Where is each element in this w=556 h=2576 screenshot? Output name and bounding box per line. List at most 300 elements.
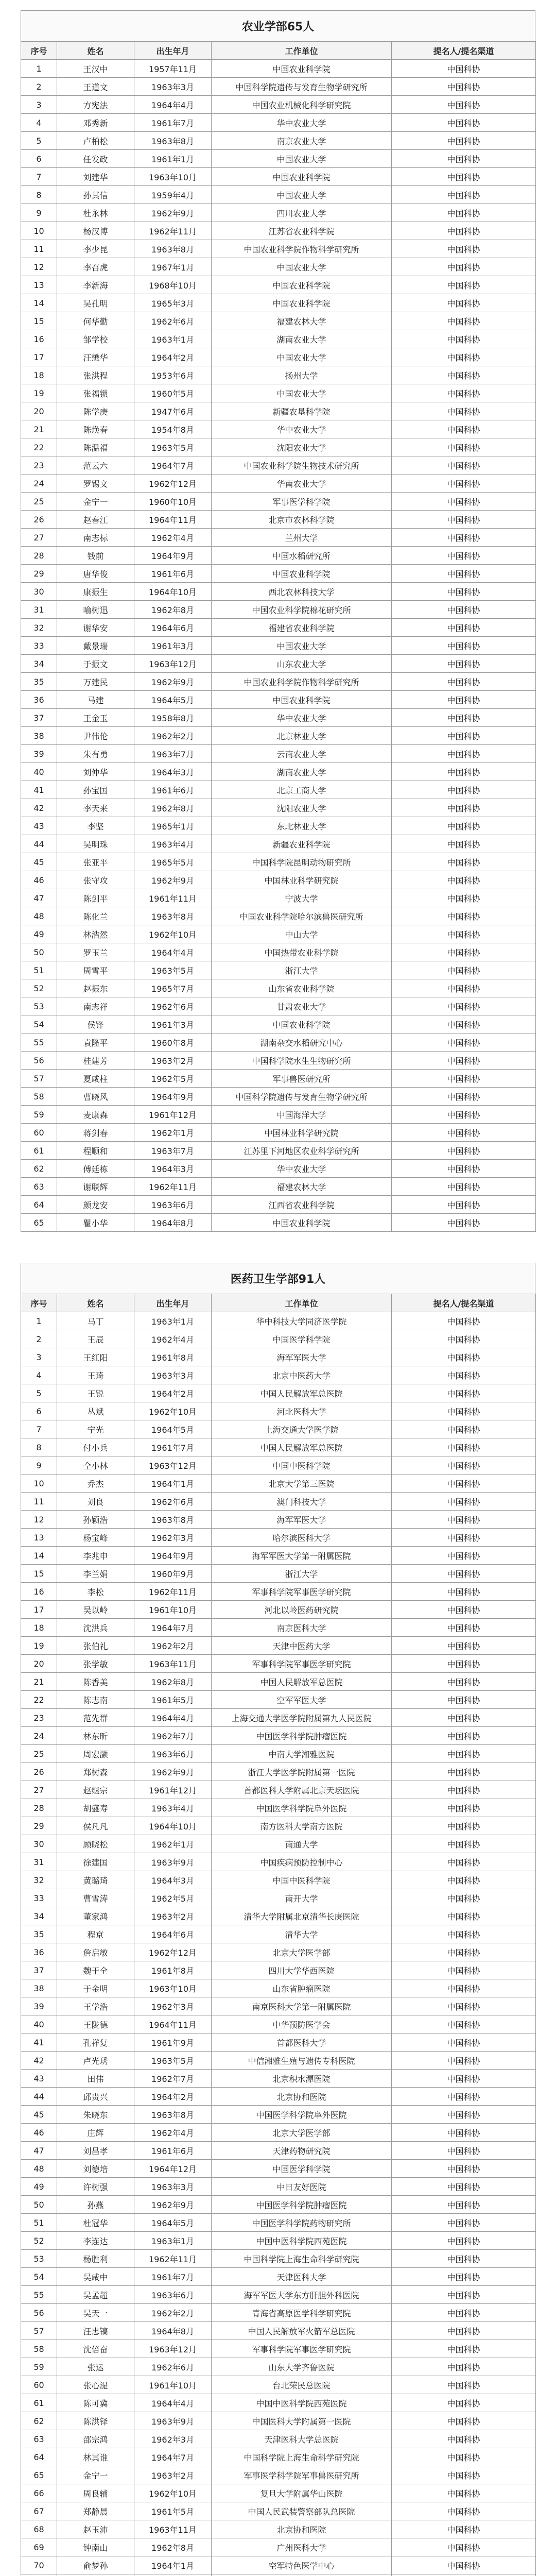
cell-nominator: 中国科协	[392, 817, 536, 835]
cell-unit: 湖南农业大学	[212, 763, 392, 781]
table-row	[21, 1142, 536, 1160]
table-row	[21, 1763, 536, 1781]
cell-unit: 哈尔滨医科大学	[212, 1529, 392, 1547]
cell-unit: 北京协和医院	[212, 2520, 392, 2538]
cell-no: 39	[21, 1997, 57, 2015]
cell-nominator: 中国科协	[392, 438, 536, 456]
cell-nominator: 中国科协	[392, 348, 536, 366]
cell-nominator: 中国科协	[392, 1547, 536, 1565]
cell-nominator: 中国科协	[392, 529, 536, 547]
cell-no: 38	[21, 727, 57, 745]
table-row	[21, 2304, 536, 2322]
cell-no: 60	[21, 2376, 57, 2394]
cell-name: 罗锡文	[57, 474, 134, 493]
cell-nominator: 中国科协	[392, 1619, 536, 1637]
cell-nominator: 中国科协	[392, 1997, 536, 2015]
cell-nominator: 中国科协	[392, 1178, 536, 1196]
cell-birth: 1964年1月	[134, 1475, 212, 1493]
cell-nominator: 中国科协	[392, 1907, 536, 1925]
cell-no: 67	[21, 2502, 57, 2520]
cell-no: 1	[21, 1312, 57, 1330]
cell-no: 70	[21, 2556, 57, 2574]
cell-name: 吴孔明	[57, 294, 134, 312]
cell-name: 李坚	[57, 817, 134, 835]
cell-birth: 1963年8月	[134, 907, 212, 925]
cell-birth: 1964年4月	[134, 1709, 212, 1727]
cell-unit: 中国农业大学	[212, 637, 392, 655]
table-row	[21, 1835, 536, 1853]
cell-unit: 东北林业大学	[212, 817, 392, 835]
cell-no: 38	[21, 1979, 57, 1997]
cell-name: 陈香美	[57, 1673, 134, 1691]
cell-no: 56	[21, 1052, 57, 1070]
cell-nominator: 中国科协	[392, 1529, 536, 1547]
cell-name: 李少昆	[57, 240, 134, 258]
cell-no: 35	[21, 1925, 57, 1943]
table-row	[21, 1601, 536, 1619]
cell-birth: 1963年12月	[134, 1456, 212, 1475]
cell-unit: 山东省肿瘤医院	[212, 1979, 392, 1997]
cell-birth: 1962年2月	[134, 1637, 212, 1655]
table-row	[21, 2196, 536, 2214]
cell-nominator: 中国科协	[392, 745, 536, 763]
cell-nominator: 中国科协	[392, 276, 536, 294]
cell-unit: 沈阳农业大学	[212, 799, 392, 817]
cell-no: 52	[21, 2232, 57, 2250]
cell-no: 47	[21, 889, 57, 907]
cell-birth: 1961年7月	[134, 2268, 212, 2286]
cell-no: 27	[21, 1781, 57, 1799]
cell-no: 45	[21, 2106, 57, 2124]
table-row	[21, 150, 536, 168]
cell-name: 傅廷栋	[57, 1160, 134, 1178]
column-header-name: 姓名	[57, 42, 134, 60]
cell-name: 吴咸中	[57, 2268, 134, 2286]
table-row	[21, 1106, 536, 1124]
cell-name: 陈学庚	[57, 402, 134, 420]
cell-unit: 中国医学科学院肿瘤医院	[212, 1727, 392, 1745]
cell-no: 46	[21, 871, 57, 889]
table-row	[21, 402, 536, 420]
cell-nominator: 中国科协	[392, 186, 536, 204]
cell-nominator: 中国科协	[392, 925, 536, 943]
cell-unit: 新疆农垦科学院	[212, 402, 392, 420]
cell-nominator: 中国科协	[392, 1366, 536, 1384]
cell-no: 47	[21, 2142, 57, 2160]
cell-birth: 1964年5月	[134, 691, 212, 709]
cell-nominator: 中国科协	[392, 330, 536, 348]
cell-unit: 北京中医药大学	[212, 1366, 392, 1384]
cell-birth: 1963年7月	[134, 745, 212, 763]
table-row	[21, 799, 536, 817]
cell-birth: 1964年3月	[134, 1160, 212, 1178]
cell-name: 詹启敏	[57, 1943, 134, 1961]
cell-birth: 1964年11月	[134, 511, 212, 529]
cell-unit: 江苏里下河地区农业科学研究所	[212, 1142, 392, 1160]
table-row	[21, 1124, 536, 1142]
cell-birth: 1963年2月	[134, 1052, 212, 1070]
cell-unit: 天津药物研究院	[212, 2142, 392, 2160]
table-row	[21, 204, 536, 222]
cell-name: 李召虎	[57, 258, 134, 276]
cell-birth: 1962年10月	[134, 2484, 212, 2502]
cell-birth: 1962年8月	[134, 1673, 212, 1691]
table-row	[21, 2268, 536, 2286]
table-row	[21, 673, 536, 691]
cell-nominator: 中国科协	[392, 150, 536, 168]
cell-nominator: 中国科协	[392, 1583, 536, 1601]
cell-no: 22	[21, 1691, 57, 1709]
cell-birth: 1961年5月	[134, 1691, 212, 1709]
cell-name: 康振生	[57, 583, 134, 601]
cell-birth: 1961年3月	[134, 1015, 212, 1033]
cell-birth: 1963年3月	[134, 1366, 212, 1384]
cell-birth: 1964年3月	[134, 1871, 212, 1889]
cell-no: 4	[21, 1366, 57, 1384]
cell-unit: 海军军医大学第一附属医院	[212, 1547, 392, 1565]
cell-name: 陈志南	[57, 1691, 134, 1709]
cell-no: 51	[21, 961, 57, 979]
table-row	[21, 781, 536, 799]
table-row	[21, 907, 536, 925]
cell-name: 林东昕	[57, 1727, 134, 1745]
cell-nominator: 中国科协	[392, 1601, 536, 1619]
cell-name: 范先群	[57, 1709, 134, 1727]
cell-nominator: 中国科协	[392, 655, 536, 673]
cell-name: 田伟	[57, 2070, 134, 2088]
cell-nominator: 中国科协	[392, 1727, 536, 1745]
cell-no: 30	[21, 583, 57, 601]
cell-name: 李兰娟	[57, 1565, 134, 1583]
table-row	[21, 1565, 536, 1583]
cell-name: 王辰	[57, 1330, 134, 1348]
cell-name: 李天来	[57, 799, 134, 817]
cell-unit: 浙江大学医学院附属第一医院	[212, 1763, 392, 1781]
cell-unit: 中国医学科学院	[212, 1330, 392, 1348]
cell-no: 9	[21, 204, 57, 222]
cell-name: 许树强	[57, 2178, 134, 2196]
cell-birth: 1964年2月	[134, 1384, 212, 1402]
cell-name: 孔祥复	[57, 2033, 134, 2052]
cell-unit: 复旦大学附属华山医院	[212, 2484, 392, 2502]
cell-unit: 中国农业科学院作物科学研究所	[212, 240, 392, 258]
cell-birth: 1962年2月	[134, 727, 212, 745]
cell-birth: 1964年4月	[134, 943, 212, 961]
cell-birth: 1963年1月	[134, 330, 212, 348]
cell-name: 刘昌孝	[57, 2142, 134, 2160]
cell-name: 张守攻	[57, 871, 134, 889]
cell-unit: 西北农林科技大学	[212, 583, 392, 601]
table-row	[21, 2033, 536, 2052]
cell-name: 宁光	[57, 1420, 134, 1438]
cell-birth: 1962年7月	[134, 2070, 212, 2088]
cell-name: 谢华安	[57, 619, 134, 637]
cell-unit: 中国中医科学院西苑医院	[212, 2232, 392, 2250]
cell-name: 吴天一	[57, 2304, 134, 2322]
cell-unit: 中国农业科学院	[212, 60, 392, 78]
cell-unit: 军事医学科学院	[212, 493, 392, 511]
cell-nominator: 中国科协	[392, 2358, 536, 2376]
cell-birth: 1962年4月	[134, 1330, 212, 1348]
cell-no: 27	[21, 529, 57, 547]
cell-name: 庄辉	[57, 2124, 134, 2142]
cell-no: 14	[21, 1547, 57, 1565]
cell-name: 张福锁	[57, 384, 134, 402]
cell-unit: 华南农业大学	[212, 474, 392, 493]
table-row	[21, 276, 536, 294]
cell-no: 8	[21, 1438, 57, 1456]
cell-name: 杜永林	[57, 204, 134, 222]
cell-nominator: 中国科协	[392, 2178, 536, 2196]
cell-birth: 1962年8月	[134, 601, 212, 619]
cell-no: 59	[21, 1106, 57, 1124]
cell-birth: 1963年4月	[134, 1799, 212, 1817]
cell-no: 23	[21, 456, 57, 474]
cell-unit: 南通大学	[212, 1835, 392, 1853]
cell-birth: 1964年3月	[134, 763, 212, 781]
cell-no: 41	[21, 781, 57, 799]
table-row	[21, 114, 536, 132]
cell-birth: 1964年9月	[134, 547, 212, 565]
cell-nominator: 中国科协	[392, 1673, 536, 1691]
cell-unit: 兰州大学	[212, 529, 392, 547]
cell-name: 李松	[57, 1583, 134, 1601]
cell-no: 39	[21, 745, 57, 763]
cell-no: 21	[21, 1673, 57, 1691]
cell-nominator: 中国科协	[392, 1142, 536, 1160]
table-row	[21, 2015, 536, 2033]
table-row	[21, 1456, 536, 1475]
cell-name: 郑树森	[57, 1763, 134, 1781]
cell-nominator: 中国科协	[392, 2214, 536, 2232]
cell-nominator: 中国科协	[392, 1475, 536, 1493]
cell-no: 18	[21, 1619, 57, 1637]
cell-no: 33	[21, 637, 57, 655]
cell-name: 孙颖浩	[57, 1511, 134, 1529]
cell-nominator: 中国科协	[392, 1160, 536, 1178]
cell-unit: 华中农业大学	[212, 114, 392, 132]
cell-name: 任发政	[57, 150, 134, 168]
cell-unit: 华中农业大学	[212, 709, 392, 727]
cell-nominator: 中国科协	[392, 511, 536, 529]
cell-name: 李兆申	[57, 1547, 134, 1565]
cell-name: 杨宝峰	[57, 1529, 134, 1547]
cell-nominator: 中国科协	[392, 1070, 536, 1088]
cell-birth: 1963年1月	[134, 2232, 212, 2250]
cell-unit: 天津医科大学总医院	[212, 2430, 392, 2448]
cell-name: 刘建华	[57, 168, 134, 186]
cell-unit: 海军军医大学	[212, 1511, 392, 1529]
cell-no: 10	[21, 1475, 57, 1493]
table-row	[21, 1033, 536, 1052]
cell-nominator: 中国科协	[392, 2538, 536, 2556]
cell-nominator: 中国科协	[392, 1196, 536, 1214]
table-row	[21, 889, 536, 907]
column-header-unit: 工作单位	[212, 42, 392, 60]
cell-no: 57	[21, 2322, 57, 2340]
cell-no: 49	[21, 2178, 57, 2196]
cell-nominator: 中国科协	[392, 1565, 536, 1583]
cell-no: 35	[21, 673, 57, 691]
cell-name: 邱贵兴	[57, 2088, 134, 2106]
cell-birth: 1967年1月	[134, 258, 212, 276]
cell-unit: 四川大学华西医院	[212, 1961, 392, 1979]
cell-no: 6	[21, 150, 57, 168]
cell-name: 袁隆平	[57, 1033, 134, 1052]
table-row	[21, 1330, 536, 1348]
cell-no: 44	[21, 835, 57, 853]
table-row	[21, 2484, 536, 2502]
table-row	[21, 835, 536, 853]
roster-section	[21, 10, 535, 1232]
cell-name: 桂建芳	[57, 1052, 134, 1070]
cell-no: 36	[21, 691, 57, 709]
table-row	[21, 853, 536, 871]
cell-unit: 中国农业大学	[212, 384, 392, 402]
cell-unit: 四川农业大学	[212, 204, 392, 222]
cell-name: 黄璐琦	[57, 1871, 134, 1889]
cell-birth: 1963年3月	[134, 2178, 212, 2196]
cell-birth: 1964年6月	[134, 1925, 212, 1943]
cell-birth: 1964年7月	[134, 456, 212, 474]
table-row	[21, 258, 536, 276]
table-row	[21, 384, 536, 402]
cell-name: 魏于全	[57, 1961, 134, 1979]
cell-nominator: 中国科协	[392, 2322, 536, 2340]
cell-name: 沈洪兵	[57, 1619, 134, 1637]
cell-birth: 1962年11月	[134, 1178, 212, 1196]
table-row	[21, 2232, 536, 2250]
cell-nominator: 中国科协	[392, 420, 536, 438]
cell-name: 朱有勇	[57, 745, 134, 763]
cell-name: 金宁一	[57, 2466, 134, 2484]
cell-birth: 1963年10月	[134, 168, 212, 186]
cell-birth: 1962年9月	[134, 1763, 212, 1781]
cell-unit: 浙江大学	[212, 961, 392, 979]
table-row	[21, 1745, 536, 1763]
cell-nominator: 中国科协	[392, 2160, 536, 2178]
cell-nominator: 中国科协	[392, 2304, 536, 2322]
cell-nominator: 中国科协	[392, 2088, 536, 2106]
cell-name: 卢柏松	[57, 132, 134, 150]
table-row	[21, 1547, 536, 1565]
cell-nominator: 中国科协	[392, 2124, 536, 2142]
cell-name: 范云六	[57, 456, 134, 474]
cell-name: 林其谁	[57, 2448, 134, 2466]
cell-birth: 1963年5月	[134, 438, 212, 456]
table-row	[21, 2466, 536, 2484]
cell-nominator: 中国科协	[392, 2520, 536, 2538]
table-row	[21, 2502, 536, 2520]
cell-birth: 1962年4月	[134, 2124, 212, 2142]
cell-unit: 中国农业科学院	[212, 276, 392, 294]
table-row	[21, 1943, 536, 1961]
cell-no: 61	[21, 1142, 57, 1160]
cell-birth: 1962年11月	[134, 2250, 212, 2268]
cell-no: 53	[21, 997, 57, 1015]
cell-nominator: 中国科协	[392, 727, 536, 745]
cell-unit: 中国农业机械化科学研究院	[212, 96, 392, 114]
cell-birth: 1962年9月	[134, 673, 212, 691]
column-header-nominator: 提名人/提名渠道	[392, 1294, 536, 1312]
table-row	[21, 1655, 536, 1673]
cell-nominator: 中国科协	[392, 1312, 536, 1330]
cell-unit: 中国科学院上海生命科学研究院	[212, 2250, 392, 2268]
cell-birth: 1964年10月	[134, 1817, 212, 1835]
cell-birth: 1963年10月	[134, 1979, 212, 1997]
cell-nominator: 中国科协	[392, 493, 536, 511]
cell-nominator: 中国科协	[392, 2196, 536, 2214]
cell-name: 吴孟超	[57, 2286, 134, 2304]
table-row	[21, 2412, 536, 2430]
cell-no: 59	[21, 2358, 57, 2376]
table-row	[21, 1727, 536, 1745]
cell-name: 胡盛寿	[57, 1799, 134, 1817]
table-row	[21, 1691, 536, 1709]
cell-nominator: 中国科协	[392, 1015, 536, 1033]
cell-nominator: 中国科协	[392, 1420, 536, 1438]
cell-no: 10	[21, 222, 57, 240]
cell-no: 19	[21, 1637, 57, 1655]
cell-no: 34	[21, 655, 57, 673]
cell-unit: 中国农业大学	[212, 150, 392, 168]
table-row	[21, 2556, 536, 2574]
cell-unit: 北京协和医院	[212, 2088, 392, 2106]
cell-nominator: 中国科协	[392, 2250, 536, 2268]
cell-name: 朱晓东	[57, 2106, 134, 2124]
cell-unit: 沈阳农业大学	[212, 438, 392, 456]
cell-no: 15	[21, 1565, 57, 1583]
cell-birth: 1962年9月	[134, 2196, 212, 2214]
cell-name: 周良辅	[57, 2484, 134, 2502]
cell-birth: 1963年11月	[134, 2520, 212, 2538]
cell-birth: 1962年5月	[134, 1070, 212, 1088]
cell-no: 43	[21, 817, 57, 835]
cell-no: 14	[21, 294, 57, 312]
table-row	[21, 1925, 536, 1943]
cell-unit: 北京积水潭医院	[212, 2070, 392, 2088]
column-header-unit: 工作单位	[212, 1294, 392, 1312]
cell-name: 王汉中	[57, 60, 134, 78]
cell-unit: 海军军医大学	[212, 1348, 392, 1366]
cell-name: 方宪法	[57, 96, 134, 114]
cell-no: 24	[21, 1727, 57, 1745]
cell-no: 55	[21, 1033, 57, 1052]
cell-unit: 中国科学院昆明动物研究所	[212, 853, 392, 871]
cell-unit: 中国人民武装警察部队总医院	[212, 2502, 392, 2520]
cell-no: 25	[21, 493, 57, 511]
cell-unit: 中国林业科学研究院	[212, 1124, 392, 1142]
cell-nominator: 中国科协	[392, 961, 536, 979]
cell-unit: 山东农业大学	[212, 655, 392, 673]
cell-unit: 北京大学第三医院	[212, 1475, 392, 1493]
table-row	[21, 2142, 536, 2160]
cell-name: 刘良	[57, 1493, 134, 1511]
cell-birth: 1962年10月	[134, 925, 212, 943]
table-row	[21, 1493, 536, 1511]
cell-name: 王锐	[57, 1384, 134, 1402]
cell-name: 曹雪涛	[57, 1889, 134, 1907]
cell-name: 马丁	[57, 1312, 134, 1330]
cell-nominator: 中国科协	[392, 583, 536, 601]
cell-unit: 空军特色医学中心	[212, 2556, 392, 2574]
cell-birth: 1962年2月	[134, 2304, 212, 2322]
cell-name: 邵宗鸿	[57, 2430, 134, 2448]
cell-name: 陈洪铎	[57, 2412, 134, 2430]
cell-birth: 1961年6月	[134, 781, 212, 799]
cell-no: 1	[21, 60, 57, 78]
cell-no: 6	[21, 1402, 57, 1420]
